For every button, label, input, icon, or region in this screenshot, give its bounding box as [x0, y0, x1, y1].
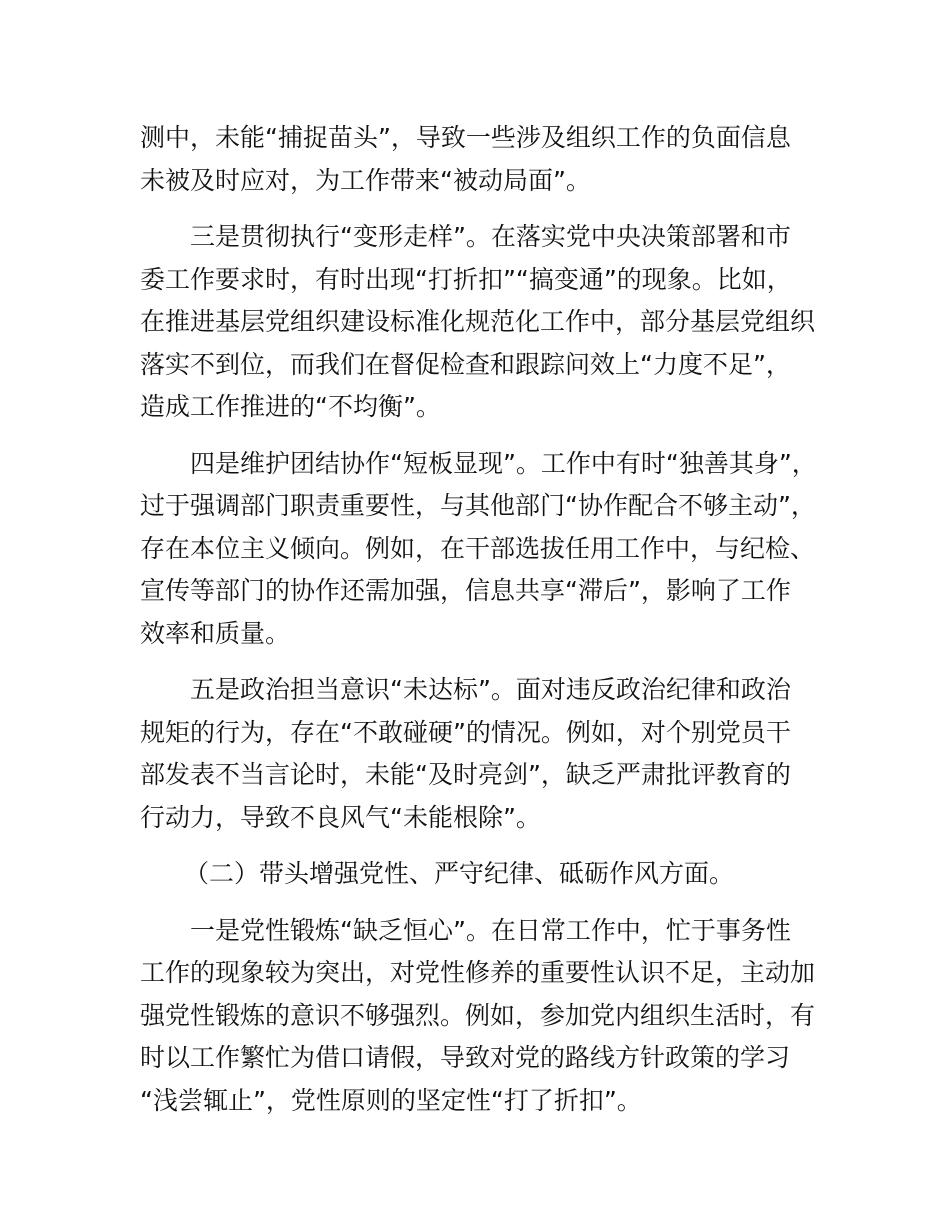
- text-line: 委工作要求时，有时出现“打折扣”“搞变通”的现象。比如，: [140, 264, 792, 294]
- text-line: 未被及时应对，为工作带来“被动局面”。: [140, 165, 591, 195]
- document-body: [140, 117, 830, 1136]
- text-line: 一是党性锻炼“缺乏恒心”。在日常工作中，忙于事务性: [190, 915, 791, 945]
- text-line: 测中，未能“捕捉苗头”，导致一些涉及组织工作的负面信息: [140, 123, 791, 152]
- paragraph-point-three: [140, 216, 830, 429]
- text-line: 落实不到位，而我们在督促检查和跟踪问效上“力度不足”，: [140, 349, 791, 379]
- text-line: 行动力，导致不良风气“未能根除”。: [140, 802, 541, 832]
- text-line: 四是维护团结协作“短板显现”。工作中有时“独善其身”，: [190, 448, 817, 478]
- text-line: 强党性锻炼的意识不够强烈。例如，参加党内组织生活时，有: [140, 1000, 816, 1030]
- paragraph-continuation: [140, 117, 830, 202]
- text-line: 规矩的行为，存在“不敢碰硬”的情况。例如，对个别党员干: [140, 717, 791, 747]
- text-line: 过于强调部门职责重要性，与其他部门“协作配合不够主动”，: [140, 491, 816, 520]
- section-heading: （二）带头增强党性、严守纪律、砥砺作风方面。: [184, 859, 735, 888]
- text-line: 部发表不当言论时，未能“及时亮剑”，缺乏严肃批评教育的: [140, 760, 791, 789]
- text-line: 时以工作繁忙为借口请假，导致对党的路线方针政策的学习: [140, 1043, 791, 1072]
- text-line: 存在本位主义倾向。例如，在干部选拔任用工作中，与纪检、: [140, 533, 816, 563]
- paragraph-point-five: [140, 669, 830, 839]
- text-line: 三是贯彻执行“变形走样”。在落实党中央决策部署和市: [190, 222, 791, 251]
- text-line: “浅尝辄止”，党性原则的坚定性“打了折扣”。: [140, 1085, 642, 1115]
- text-line: 工作的现象较为突出，对党性修养的重要性认识不足，主动加: [140, 958, 816, 987]
- text-line: 造成工作推进的“不均衡”。: [140, 392, 441, 421]
- text-line: 效率和质量。: [140, 618, 291, 648]
- text-line: 宣传等部门的协作还需加强，信息共享“滞后”，影响了工作: [140, 576, 791, 605]
- paragraph-point-four: [140, 443, 830, 656]
- paragraph-point-one: [140, 910, 830, 1123]
- text-line: 五是政治担当意识“未达标”。面对违反政治纪律和政治: [190, 675, 791, 704]
- text-line: 在推进基层党组织建设标准化规范化工作中，部分基层党组织: [140, 307, 816, 336]
- section-heading-two: [140, 853, 830, 896]
